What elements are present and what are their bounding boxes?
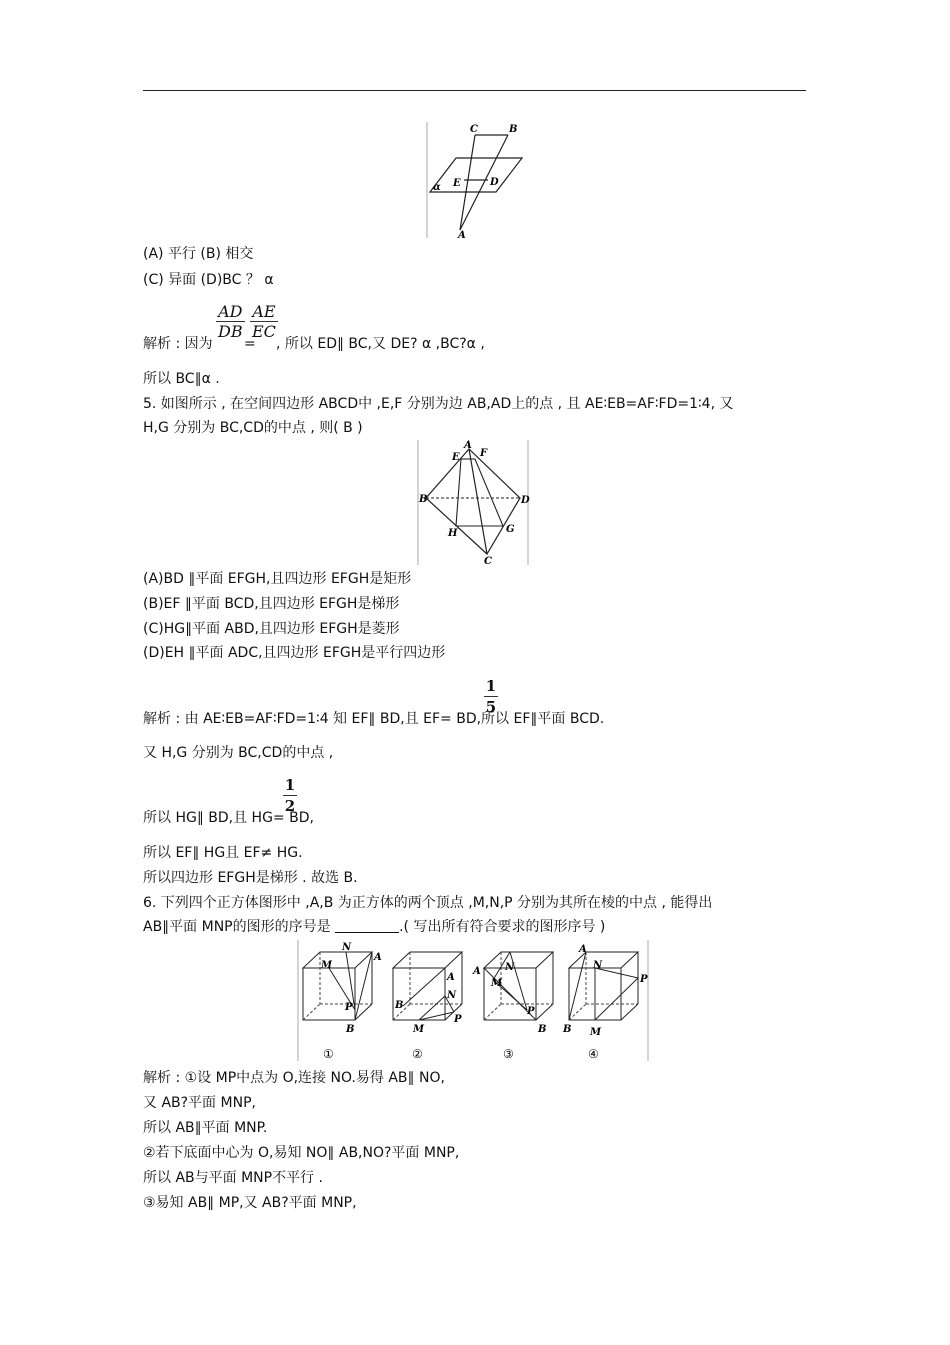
cube4-label-p: P xyxy=(640,974,648,985)
q4-label-alpha: α xyxy=(433,182,441,193)
q6-stem-line2 xyxy=(143,918,605,936)
cube3-label-m: M xyxy=(491,978,503,989)
cube4-label-a: A xyxy=(579,944,587,955)
q6-solution-line2: 又 AB?平面 MNP, xyxy=(143,1095,256,1111)
q6-solution-line5: 所以 AB与平面 MNP不平行 . xyxy=(143,1170,323,1186)
cube3-label-p: P xyxy=(527,1006,535,1017)
q4-options-cd: (C) 异面 (D)BC ？ α xyxy=(143,272,274,288)
q5-option-b: (B)EF ∥平面 BCD,且四边形 EFGH是梯形 xyxy=(143,596,400,612)
q4-frac1-numerator: AD xyxy=(218,302,243,321)
header-rule xyxy=(143,90,806,91)
q5-label-h: H xyxy=(448,528,458,539)
q5-frac2-denominator: 2 xyxy=(284,797,296,815)
cubes-figure-q6 xyxy=(297,940,650,1062)
q5-solution-line3: 所以 HG∥ BD,且 HG= BD, xyxy=(143,810,314,826)
q5-label-a: A xyxy=(464,440,472,451)
q6-solution-line1: 解析 : ①设 MP中点为 O,连接 NO.易得 AB∥ NO, xyxy=(143,1070,445,1086)
q4-label-c: C xyxy=(470,124,478,135)
q5-solution-line5: 所以四边形 EFGH是梯形 . 故选 B. xyxy=(143,870,358,886)
cube3-label-b: B xyxy=(538,1024,547,1035)
q4-label-a: A xyxy=(458,230,466,240)
q4-frac2-denominator: EC xyxy=(252,322,276,341)
cube2-label-a: A xyxy=(447,972,455,983)
q5-stem-line1: 5. 如图所示 , 在空间四边形 ABCD中 ,E,F 分别为边 AB,AD上的点 , 且 AE∶EB=AF∶FD=1∶4, 又 xyxy=(143,396,734,412)
q4-fraction-ad-db xyxy=(216,302,245,341)
q5-frac2-numerator: 1 xyxy=(284,776,296,794)
q4-frac1-denominator: DB xyxy=(218,322,243,341)
q6-solution-line6: ③易知 AB∥ MP,又 AB?平面 MNP, xyxy=(143,1195,357,1211)
q5-label-f: F xyxy=(480,448,488,459)
cube4-number: ④ xyxy=(588,1047,599,1061)
q4-solution-rest: , 所以 ED∥ BC,又 DE? α ,BC?α , xyxy=(276,336,485,352)
q4-equals: = xyxy=(244,336,256,352)
q6-stem-line1: 6. 下列四个正方体图形中 ,A,B 为正方体的两个顶点 ,M,N,P 分别为其所在棱的中点 , 能得出 xyxy=(143,895,713,911)
q6-stem-tail: .( 写出所有符合要求的图形序号 ) xyxy=(399,919,606,935)
q5-solution-line4: 所以 EF∥ HG且 EF≠ HG. xyxy=(143,845,303,861)
cube1-label-a: A xyxy=(374,952,382,963)
q5-frac-denominator: 5 xyxy=(485,698,497,716)
cube1-label-b: B xyxy=(346,1024,355,1035)
cube2-label-n: N xyxy=(447,990,457,1001)
q5-option-a: (A)BD ∥平面 EFGH,且四边形 EFGH是矩形 xyxy=(143,571,412,587)
cube3-label-a: A xyxy=(473,966,481,977)
cube4-label-m: M xyxy=(590,1027,602,1038)
q5-solution-line1: 解析 : 由 AE∶EB=AF∶FD=1∶4 知 EF∥ BD,且 EF= BD,所以 EF∥平面 BCD. xyxy=(143,711,605,727)
q4-fraction-ae-ec xyxy=(250,302,278,341)
q5-option-d: (D)EH ∥平面 ADC,且四边形 EFGH是平行四边形 xyxy=(143,645,446,661)
q5-label-g: G xyxy=(506,524,515,535)
q4-label-b: B xyxy=(509,124,518,135)
q4-frac2-numerator: AE xyxy=(252,302,276,321)
cube2-number: ② xyxy=(412,1047,423,1061)
cube3-number: ③ xyxy=(503,1047,514,1061)
cube4-label-b: B xyxy=(563,1024,572,1035)
plane-figure-q4 xyxy=(426,122,524,240)
q4-options-ab: (A) 平行 (B) 相交 xyxy=(143,246,254,262)
q5-frac-numerator: 1 xyxy=(485,677,497,695)
cube4-label-n: N xyxy=(593,960,603,971)
q5-label-c: C xyxy=(484,556,492,566)
cube1-number: ① xyxy=(323,1047,334,1061)
q6-answer-blank xyxy=(335,918,399,933)
tetrahedron-figure-q5 xyxy=(417,440,530,566)
q5-label-b: B xyxy=(419,494,428,505)
q5-fraction-1-5 xyxy=(484,677,498,716)
cube3-label-n: N xyxy=(505,962,515,973)
q5-option-c: (C)HG∥平面 ABD,且四边形 EFGH是菱形 xyxy=(143,621,400,637)
q4-label-d: D xyxy=(490,177,499,188)
q6-solution-line3: 所以 AB∥平面 MNP. xyxy=(143,1120,268,1136)
q4-label-e: E xyxy=(453,178,461,189)
q4-conclusion: 所以 BC∥α . xyxy=(143,371,220,387)
q5-fraction-1-2 xyxy=(283,776,297,815)
cube1-label-p: P xyxy=(345,1002,353,1013)
q5-stem-line2: H,G 分别为 BC,CD的中点 , 则( B ) xyxy=(143,420,363,436)
q6-stem-text: AB∥平面 MNP的图形的序号是 xyxy=(143,919,336,935)
cube1-label-n: N xyxy=(342,942,352,953)
q6-solution-line4: ②若下底面中心为 O,易知 NO∥ AB,NO?平面 MNP, xyxy=(143,1145,460,1161)
q5-label-d: D xyxy=(521,495,530,506)
cube1-label-m: M xyxy=(321,960,333,971)
q5-solution-line2: 又 H,G 分别为 BC,CD的中点 , xyxy=(143,745,334,761)
cube2-label-b: B xyxy=(395,1000,404,1011)
cube2-label-m: M xyxy=(413,1024,425,1035)
cube2-label-p: P xyxy=(454,1014,462,1025)
q4-solution-prefix: 解析 : 因为 xyxy=(143,336,213,352)
q5-label-e: E xyxy=(452,452,460,463)
